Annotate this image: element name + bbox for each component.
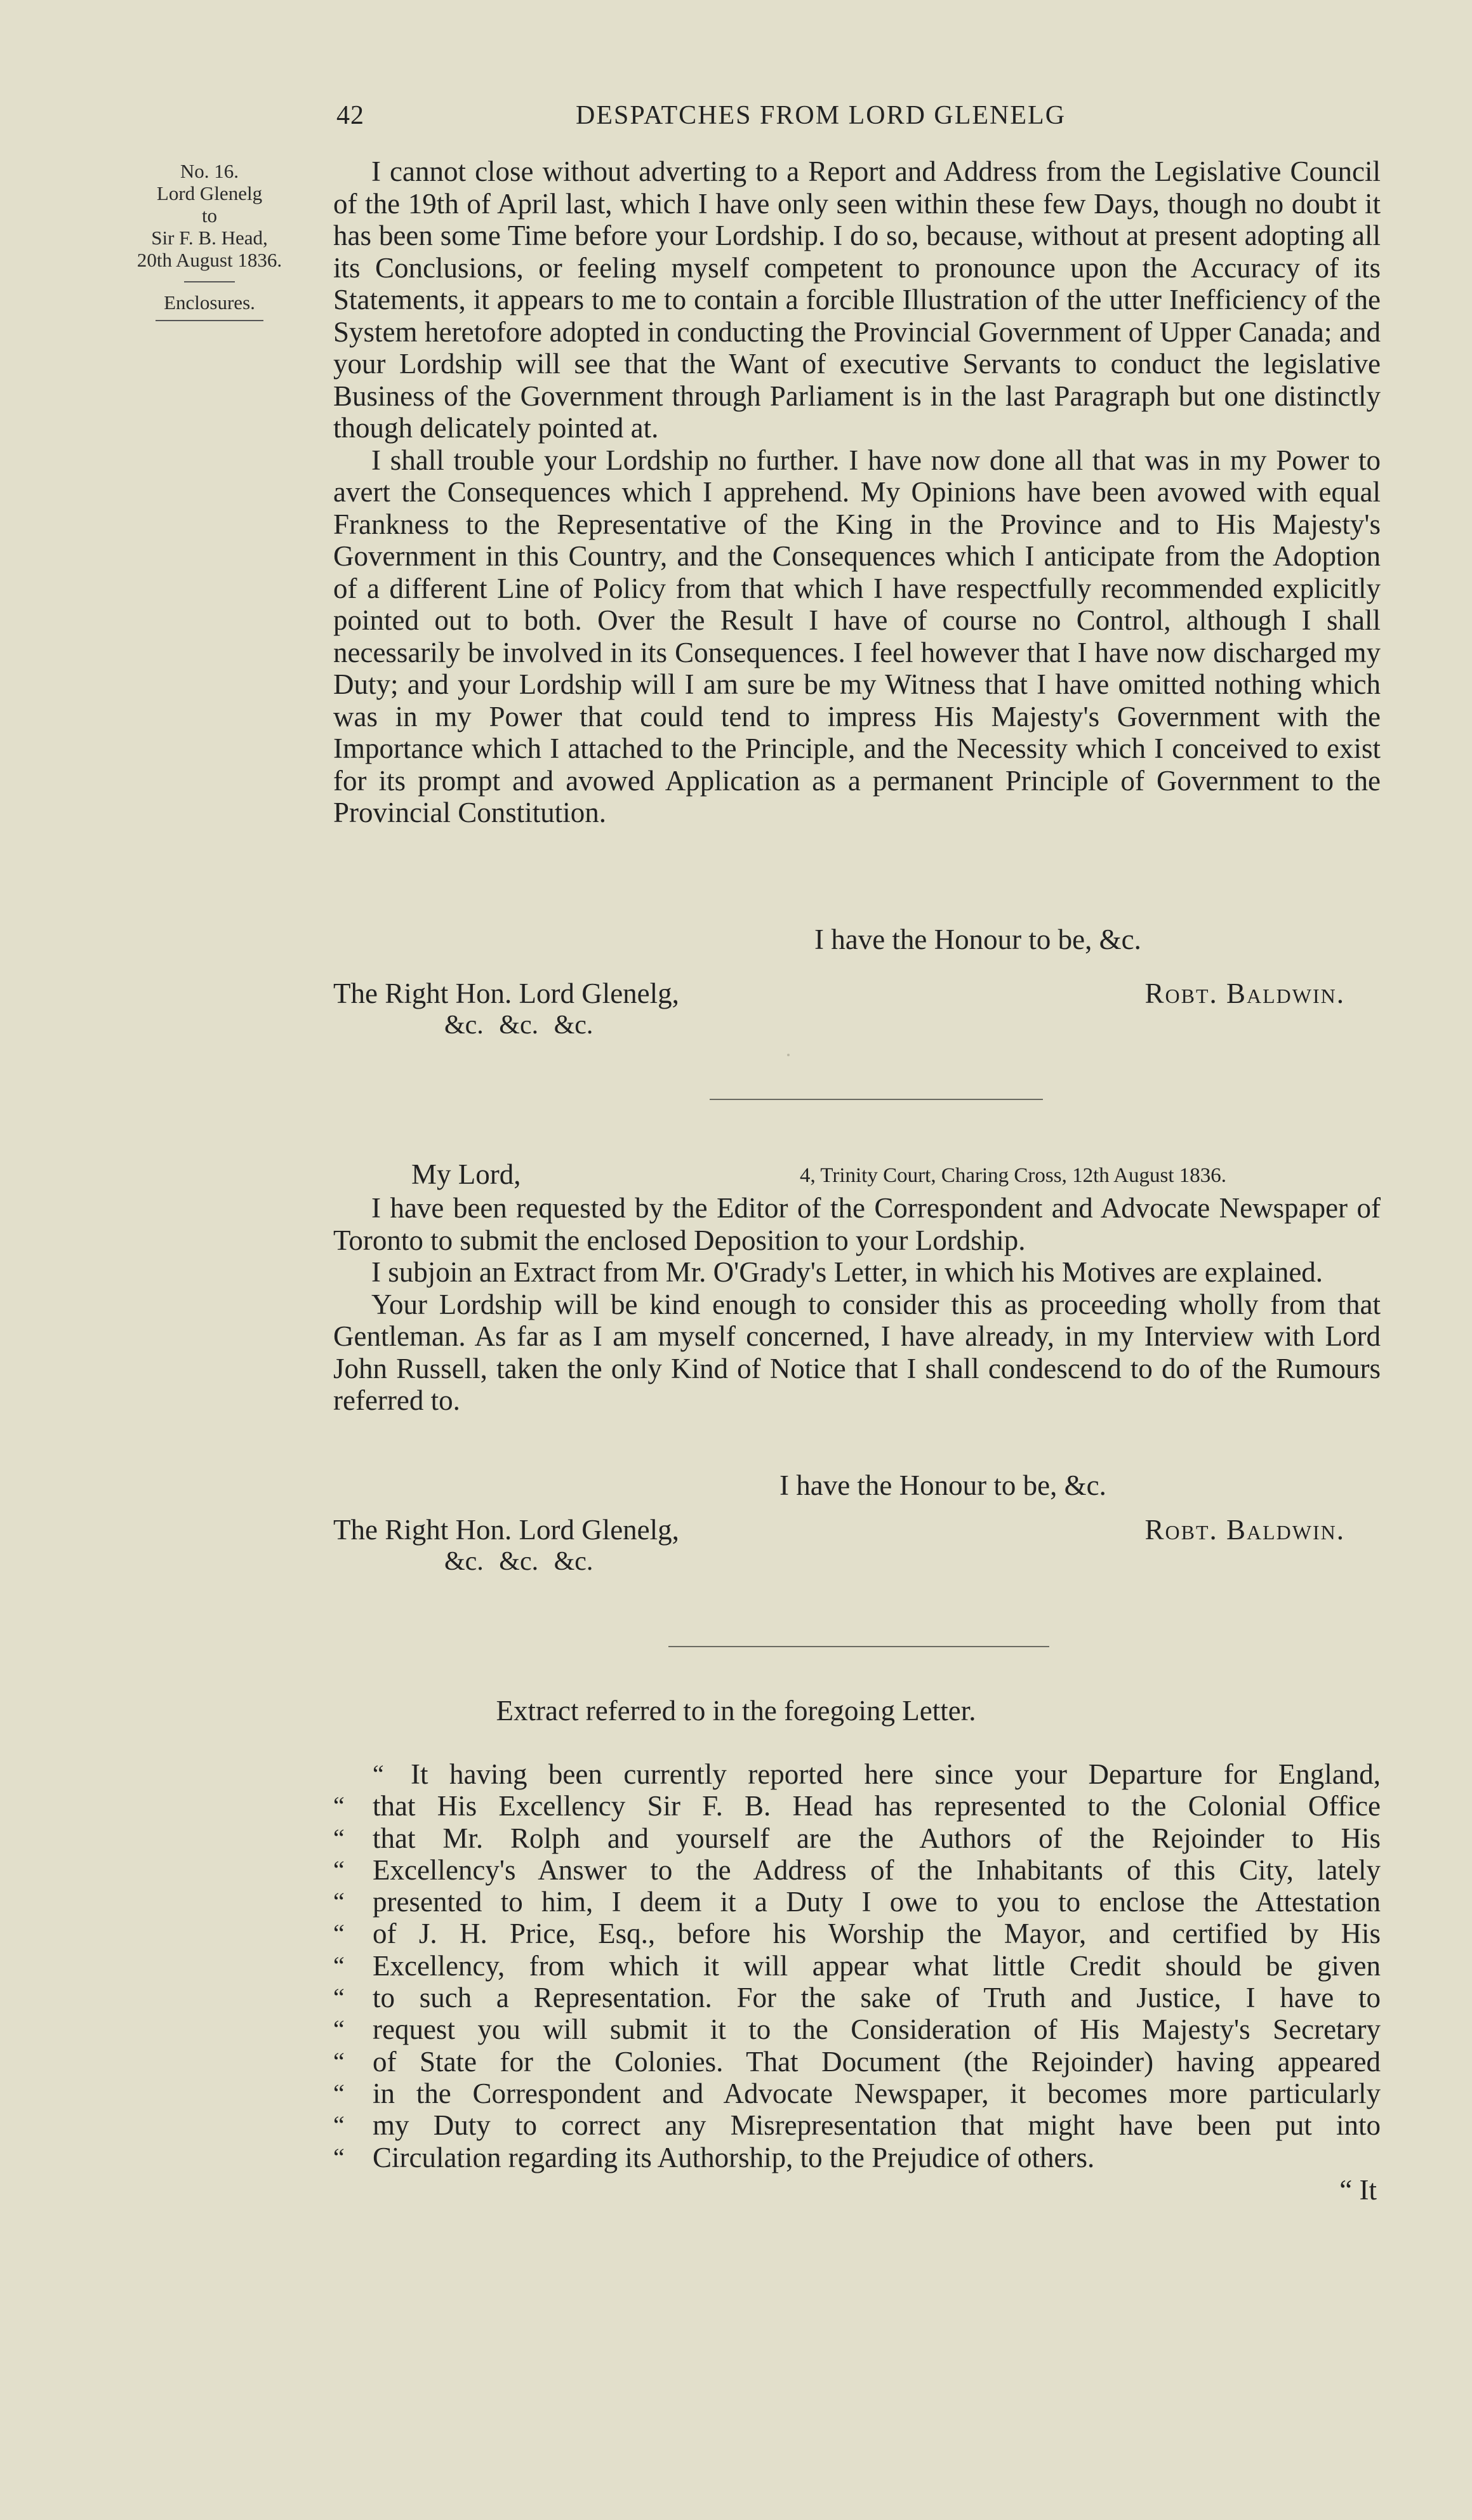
quote-line bbox=[333, 1918, 1381, 1949]
letter-2-address: 4, Trinity Court, Charing Cross, 12th August 1836. bbox=[800, 1164, 1227, 1187]
quote-text: Excellency, from which it will appear what little Credit should be given bbox=[373, 1949, 1381, 1982]
quote-line bbox=[333, 1886, 1381, 1918]
quote-mark: “ bbox=[333, 1791, 345, 1820]
letter-2-closing: I have the Honour to be, &c. bbox=[779, 1469, 1106, 1501]
letter-2-paragraph: Your Lordship will be kind enough to consider this as proceeding wholly from that Gentleman. As far as I am myself concerned, I have already, in my Interview with Lord John Russell, taken the only Kind of Notice that I shall condescend to do of the Rumours referred to. bbox=[333, 1288, 1381, 1416]
letter-2-paragraph: I have been requested by the Editor of the Correspondent and Advocate Newspaper of Toronto to submit the enclosed Deposition to your Lordship. bbox=[333, 1192, 1381, 1256]
letter-2-body bbox=[333, 1192, 1381, 1417]
page-number: 42 bbox=[336, 101, 364, 130]
margin-note-line: to bbox=[201, 204, 218, 227]
quote-text: that His Excellency Sir F. B. Head has represented to the Colonial Office bbox=[373, 1790, 1381, 1822]
quote-text: request you will submit it to the Consideration of His Majesty's Secretary bbox=[373, 2013, 1381, 2046]
margin-note-enclosures: Enclosures. bbox=[164, 291, 255, 314]
section-divider bbox=[668, 1646, 1049, 1647]
quote-text: my Duty to correct any Misrepresentation that might have been put into bbox=[373, 2109, 1381, 2142]
running-head bbox=[333, 95, 1349, 140]
quote-mark: “ bbox=[333, 1919, 345, 1948]
margin-note bbox=[114, 160, 305, 321]
letter-2-paragraph: I subjoin an Extract from Mr. O'Grady's Letter, in which his Motives are explained. bbox=[371, 1256, 1323, 1288]
quote-line bbox=[333, 2078, 1381, 2109]
letter-1-signature: Robt. Baldwin. bbox=[1144, 978, 1345, 1009]
quote-mark: “ bbox=[333, 1983, 345, 2012]
quote-line bbox=[333, 1950, 1381, 1982]
quote-mark: “ bbox=[333, 1887, 345, 1916]
quote-text: presented to him, I deem it a Duty I owe to you to enclose the Attestation bbox=[373, 1886, 1381, 1918]
letter-2-etc: &c. &c. &c. bbox=[444, 1547, 593, 1576]
margin-note-line: No. 16. bbox=[180, 160, 239, 182]
page-title: DESPATCHES FROM LORD GLENELG bbox=[576, 101, 1066, 130]
quote-text: of J. H. Price, Esq., before his Worship the Mayor, and certified by His bbox=[373, 1918, 1381, 1950]
quote-text: to such a Representation. For the sake of Truth and Justice, I have to bbox=[373, 1982, 1381, 2014]
quote-text: It having been currently reported here since your Departure for England, bbox=[411, 1758, 1381, 1790]
letter-2-signature: Robt. Baldwin. bbox=[1144, 1514, 1345, 1546]
quote-line bbox=[333, 1758, 1381, 1790]
quote-mark: “ bbox=[333, 2142, 345, 2172]
quote-text: Circulation regarding its Authorship, to the Prejudice of others. bbox=[373, 2141, 1095, 2173]
quote-line bbox=[333, 1982, 1381, 2013]
quote-line bbox=[333, 1854, 1381, 1886]
letter-2-addressee: The Right Hon. Lord Glenelg, bbox=[333, 1514, 679, 1546]
margin-note-line: Lord Glenelg bbox=[156, 182, 263, 204]
quote-line bbox=[333, 2013, 1381, 2045]
letter-1-paragraph: I shall trouble your Lordship no further. I have now done all that was in my Power to avert the Consequences which I apprehend. My Opinions have been avowed with equal Frankness to the Representative of the King in the Province and to His Majesty's Government in this Country, and the Consequences which I anticipate from the Adoption of a different Line of Policy from that which I have respectfully recommended explicitly pointed out to both. Over the Result I have of course no Control, although I shall necessarily be involved in its Consequences. I feel however that I have now discharged my Duty; and your Lordship will I am sure be my Witness that I have omitted nothing which was in my Power that could tend to impress His Majesty's Government with the Importance which I attached to the Principle, and the Necessity which I conceived to exist for its prompt and avowed Application as a permanent Principle of Government to the Provincial Constitution. bbox=[333, 444, 1381, 828]
letter-1-addressee: The Right Hon. Lord Glenelg, bbox=[333, 978, 679, 1009]
quote-text: of State for the Colonies. That Document (the Rejoinder) having appeared bbox=[373, 2045, 1381, 2078]
quote-mark: “ bbox=[333, 2046, 345, 2076]
margin-note-line: 20th August 1836. bbox=[136, 249, 282, 271]
quote-mark: “ bbox=[333, 2015, 345, 2044]
quote-mark: “ bbox=[333, 1823, 345, 1852]
margin-note-divider bbox=[184, 281, 235, 282]
letter-1-body bbox=[333, 156, 1381, 829]
paper-speck bbox=[787, 1054, 790, 1056]
quote-text: in the Correspondent and Advocate Newspaper, it becomes more particularly bbox=[373, 2077, 1381, 2109]
margin-note-divider bbox=[156, 320, 263, 321]
section-divider bbox=[710, 1099, 1043, 1100]
quote-text: Excellency's Answer to the Address of the Inhabitants of this City, lately bbox=[373, 1854, 1381, 1886]
quote-line bbox=[333, 1790, 1381, 1822]
letter-1-etc: &c. &c. &c. bbox=[444, 1011, 593, 1040]
extract-heading: Extract referred to in the foregoing Letter. bbox=[496, 1695, 976, 1727]
quote-mark: “ bbox=[373, 1760, 384, 1788]
quote-line bbox=[333, 2109, 1381, 2141]
quote-mark: “ bbox=[333, 2111, 345, 2140]
quote-mark: “ bbox=[333, 1855, 345, 1884]
quote-mark: “ bbox=[333, 1951, 345, 1980]
letter-2-salutation: My Lord, bbox=[411, 1158, 521, 1190]
quote-mark: “ bbox=[333, 2078, 345, 2107]
catchword: “ It bbox=[1339, 2174, 1377, 2206]
quote-text: that Mr. Rolph and yourself are the Authors of the Rejoinder to His bbox=[373, 1822, 1381, 1854]
letter-1-closing: I have the Honour to be, &c. bbox=[814, 924, 1141, 955]
quote-line bbox=[333, 1822, 1381, 1854]
letter-1-paragraph: I cannot close without adverting to a Report and Address from the Legislative Council of the 19th of April last, which I have only seen within these few Days, though no doubt it has been some Time before your Lordship. I do so, because, without at present adopting all its Conclusions, or feeling myself competent to pronounce upon the Accuracy of its Statements, it appears to me to contain a forcible Illustration of the utter Inefficiency of the System heretofore adopted in conducting the Provincial Government of Upper Canada; and your Lordship will see that the Want of executive Servants to conduct the legislative Business of the Government through Parliament is in the last Paragraph but one distinctly though delicately pointed at. bbox=[333, 156, 1381, 444]
extract-quote bbox=[333, 1758, 1381, 2173]
quote-line bbox=[333, 2142, 1381, 2173]
quote-line bbox=[333, 2046, 1381, 2078]
margin-note-line: Sir F. B. Head, bbox=[151, 227, 268, 249]
